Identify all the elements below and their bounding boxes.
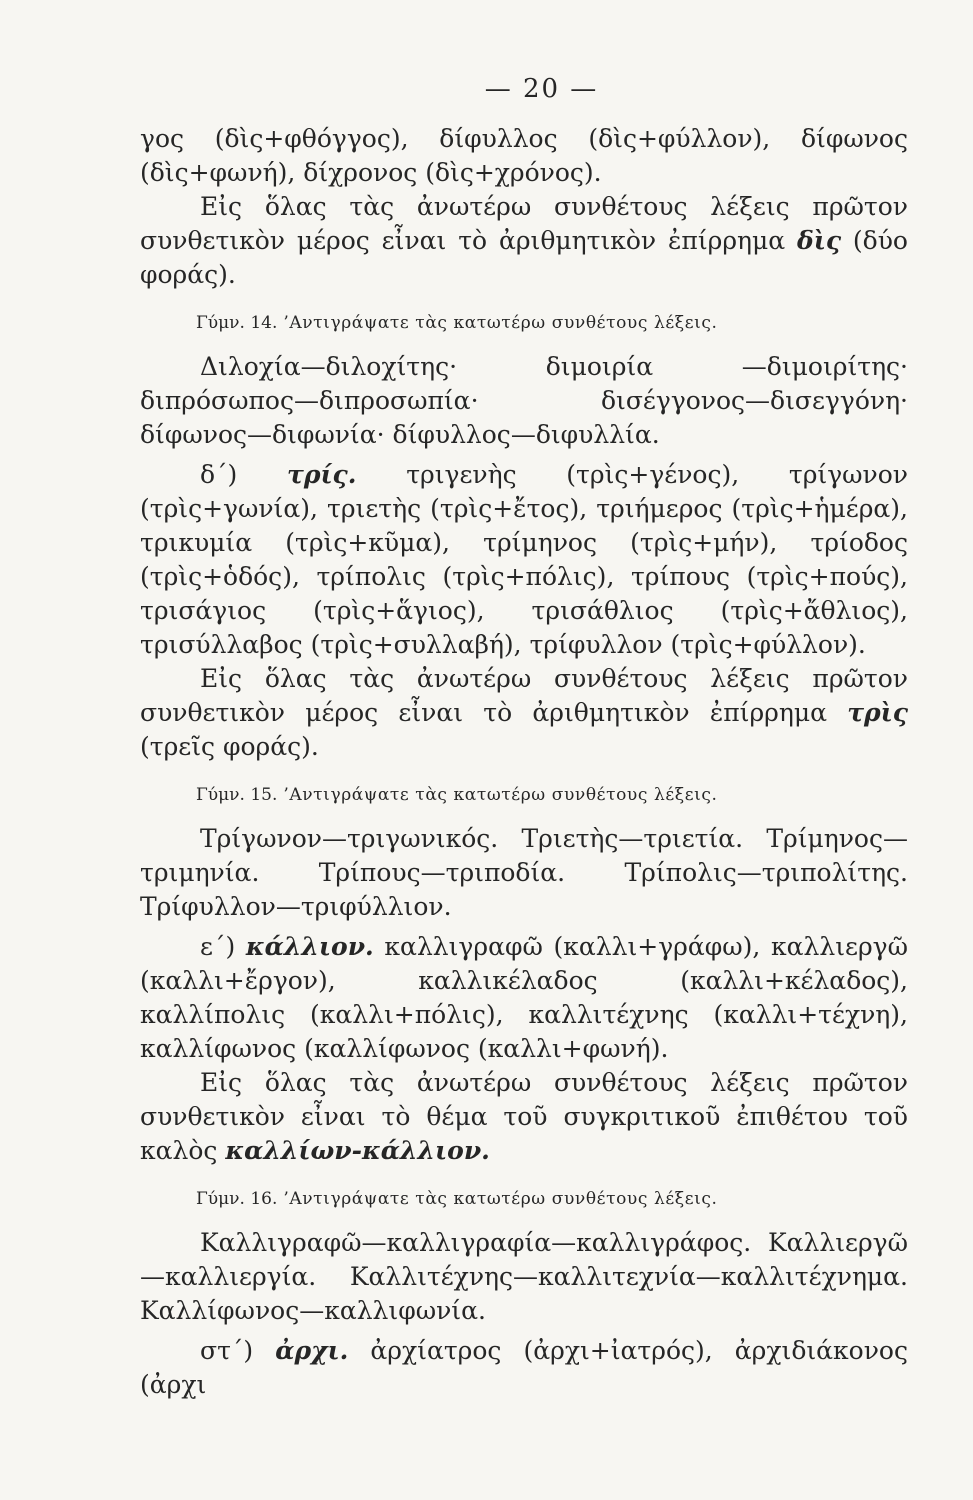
- emphasis: δὶς: [797, 226, 842, 255]
- exercise-number: Γύμν. 14.: [196, 313, 278, 333]
- section-keyword: κάλλιον.: [245, 932, 374, 961]
- exercise-heading: [140, 778, 908, 812]
- exercise-instruction: ’Αντιγράψατε τὰς κατωτέρω συνθέτους λέξεις.: [277, 313, 718, 333]
- text: Εἰς ὅλας τὰς ἀνωτέρω συνθέτους λέξεις πρῶτον συνθετικὸν μέρος εἶναι τὸ ἀριθμητικὸν ἐπίρρημα: [140, 664, 908, 727]
- section-label: δ΄): [200, 460, 288, 489]
- section-label: ε΄): [200, 932, 246, 961]
- exercise-heading: [140, 1182, 908, 1216]
- text: καλλιγραφῶ (καλλι+γράφω), καλλιεργῶ (καλλι+ἔργον), καλλικέλαδος (καλλι+κέλαδος), καλλίπολις (καλλι+πόλις), καλλιτέχνης (καλλι+τέχνη), καλλίφωνος (καλλίφωνος (καλλι+φωνή).: [140, 932, 908, 1063]
- paragraph: Καλλιγραφῶ—καλλιγραφία—καλλιγράφος. Καλλιεργῶ—καλλιεργία. Καλλιτέχνης—καλλιτεχνία—καλλιτέχνημα. Καλλίφωνος—καλλιφωνία.: [140, 1228, 908, 1325]
- paragraph: Τρίγωνον—τριγωνικός. Τριετὴς—τριετία. Τρίμηνος—τριμηνία. Τρίπους—τριποδία. Τρίπολις—τριπολίτης. Τρίφυλλον—τριφύλλιον.: [140, 824, 908, 921]
- text: τριγενὴς (τρὶς+γένος), τρίγωνον (τρὶς+γωνία), τριετὴς (τρὶς+ἔτος), τριήμερος (τρὶς+ἡμέρα), τρικυμία (τρὶς+κῦμα), τρίμηνος (τρὶς+μήν), τρίοδος (τρὶς+ὁδός), τρίπολις (τρὶς+πόλις), τρίπους (τρὶς+πούς), τρισάγιος (τρὶς+ἅγιος), τρισάθλιος (τρὶς+ἄθλιος), τρισύλλαβος (τρὶς+συλλαβή), τρίφυλλον (τρὶς+φύλλον).: [140, 460, 908, 659]
- exercise-number: Γύμν. 16.: [196, 1189, 278, 1209]
- exercise-number: Γύμν. 15.: [196, 785, 278, 805]
- paragraph: [140, 1066, 908, 1168]
- paragraph: Διλοχία—διλοχίτης· διμοιρία —διμοιρίτης· διπρόσωπος—διπροσωπία· δισέγγονος—δισεγγόνη· δίφωνος—διφωνία· δίφυλλος—διφυλλία.: [140, 352, 908, 449]
- text: (δύο φοράς).: [140, 226, 908, 289]
- page-number: — 20 —: [484, 74, 599, 104]
- exercise-instruction: ’Αντιγράψατε τὰς κατωτέρω συνθέτους λέξεις.: [277, 785, 718, 805]
- text: (τρεῖς φοράς).: [140, 732, 319, 761]
- section-paragraph: [140, 1334, 908, 1402]
- text: Εἰς ὅλας τὰς ἀνωτέρω συνθέτους λέξεις πρῶτον συνθετικὸν εἶναι τὸ θέμα τοῦ συγκριτικοῦ ἐπιθέτου τοῦ καλὸς: [140, 1068, 908, 1165]
- section-paragraph: [140, 458, 908, 662]
- section-label: στ΄): [200, 1336, 276, 1365]
- paragraph: [140, 190, 908, 292]
- paragraph: γος (δὶς+φθόγγος), δίφυλλος (δὶς+φύλλον), δίφωνος (δὶς+φωνή), δίχρονος (δὶς+χρόνος).: [140, 124, 908, 187]
- page-body: [140, 122, 908, 1402]
- exercise-instruction: ’Αντιγράψατε τὰς κατωτέρω συνθέτους λέξεις.: [277, 1189, 718, 1209]
- exercise-heading: [140, 306, 908, 340]
- emphasis: τρὶς: [847, 698, 908, 727]
- text: ἀρχίατρος (ἀρχι+ἰατρός), ἀρχιδιάκονος (ἀρχι: [140, 1336, 908, 1399]
- emphasis: καλλίων-κάλλιον.: [225, 1136, 490, 1165]
- section-keyword: ἀρχι.: [275, 1336, 349, 1365]
- paragraph: [140, 662, 908, 764]
- text: Εἰς ὅλας τὰς ἀνωτέρω συνθέτους λέξεις πρῶτον συνθετικὸν μέρος εἶναι τὸ ἀριθμητικὸν ἐπίρρημα: [140, 192, 908, 255]
- section-keyword: τρίς.: [287, 460, 357, 489]
- section-paragraph: [140, 930, 908, 1066]
